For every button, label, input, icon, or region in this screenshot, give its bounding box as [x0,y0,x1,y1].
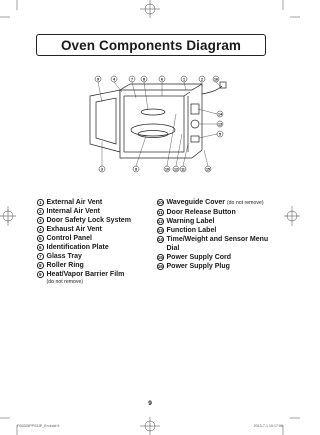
callout-number: 3 [101,167,103,172]
component-item [37,252,147,261]
component-label: Identification Plate [46,244,109,251]
component-number-badge: 12 [157,218,163,224]
components-list-right [157,198,277,271]
oven-body [120,84,202,158]
component-number-badge: 1 [38,199,42,205]
component-number-badge: 8 [38,262,42,268]
print-footer [17,424,283,428]
component-item [157,253,277,262]
component-number-badge: 7 [38,253,42,259]
component-label: Roller Ring [46,262,84,269]
component-item [37,243,147,252]
component-label: Door Safety Lock System [46,217,131,224]
power-cord [202,86,222,94]
callout-number: 15 [206,167,210,172]
component-label: Waveguide Cover [166,199,225,206]
component-number-badge: 3 [38,217,42,223]
component-number-badge: 2 [38,208,42,214]
footer-file-name: F00005PP03JP_En.indd 9 [17,424,60,428]
callout-number: 12 [174,167,178,172]
oven-diagram [80,74,230,174]
callout-number: 11 [181,167,185,172]
component-item [37,207,147,216]
component-item [157,217,277,226]
component-number-badge: 14 [157,236,163,242]
component-number-badge: 9 [38,271,42,277]
page-number: 9 [148,400,152,407]
component-label: Heat/Vapor Barrier Film [46,271,125,278]
component-label: Control Panel [46,235,93,242]
callout-number: 4 [113,77,115,82]
component-number-badge: 4 [38,226,42,232]
callout-number: 10 [165,167,169,172]
component-label: Exhaust Air Vent [46,226,102,233]
component-number-badge: 10 [157,199,163,205]
component-label: Time/Weight and Sensor Menu [166,236,269,243]
components-list-left [37,198,147,286]
callout-number: 6 [161,77,163,82]
component-label: Function Label [166,227,217,234]
callout-number: 13 [218,122,222,127]
component-item [157,198,277,208]
component-note: (do not remove) [226,200,264,206]
component-label: Internal Air Vent [46,208,100,215]
component-number-badge: 11 [157,209,163,215]
component-note: (do not remove) [46,279,84,285]
component-label: Power Supply Cord [166,254,232,261]
component-number-badge: 16 [157,263,163,269]
callout-number: 1 [183,77,185,82]
callout-number: 8 [143,77,145,82]
component-label: Glass Tray [46,253,82,260]
component-item [37,198,147,207]
component-number-badge: 13 [157,227,163,233]
component-item [37,261,147,270]
component-item [37,234,147,243]
component-item [157,208,277,217]
component-label: External Air Vent [46,199,103,206]
footer-timestamp: 2013-7-1 10:17:56 [253,424,283,428]
component-item [157,262,277,271]
component-label: Warning Label [166,218,215,225]
callout-number: 8 [135,167,137,172]
callout-number: 14 [218,112,222,117]
callout-number: 9 [97,77,99,82]
component-item [37,216,147,225]
component-item [37,225,147,234]
callout-number: 16 [214,77,218,82]
component-number-badge: 15 [157,254,163,260]
component-number-badge: 6 [38,244,42,250]
callout-number: 7 [131,77,133,82]
component-label-line2: Dial [166,245,180,252]
callout-number: 5 [219,132,221,137]
oven-door [90,90,120,152]
callout-number: 2 [201,77,203,82]
component-number-badge: 5 [38,235,42,241]
page-title: Oven Components Diagram [36,34,266,56]
component-label: Power Supply Plug [166,263,230,270]
component-item [37,270,147,279]
component-item [157,235,277,253]
component-label: Door Release Button [166,209,236,216]
component-item [157,226,277,235]
